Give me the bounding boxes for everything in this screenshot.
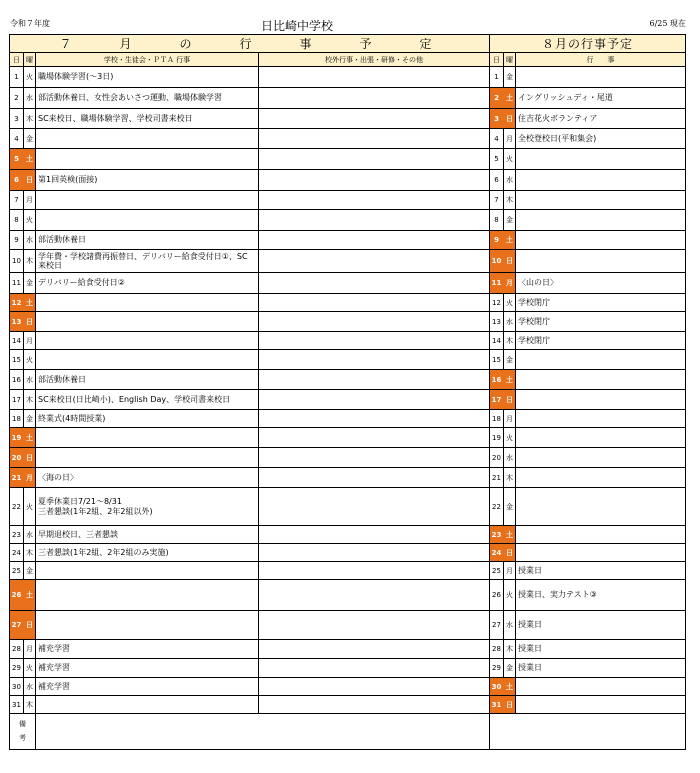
remarks-content (36, 714, 490, 750)
july-external-event (259, 611, 490, 640)
august-day-row (490, 526, 686, 544)
july-day-number: 1 (10, 67, 24, 88)
august-remarks-row (490, 714, 686, 750)
august-weekday: 土 (504, 88, 516, 109)
august-day-number: 1 (490, 67, 504, 88)
july-day-row (10, 88, 490, 109)
july-school-event: 部活動休養日 (36, 231, 259, 250)
july-external-event (259, 109, 490, 129)
july-school-event (36, 350, 259, 370)
july-day-row (10, 350, 490, 370)
july-weekday: 水 (24, 231, 36, 250)
july-external-event (259, 488, 490, 526)
july-day-row (10, 250, 490, 273)
august-event (516, 390, 686, 410)
july-day-row (10, 294, 490, 312)
august-weekday: 土 (504, 526, 516, 544)
july-external-event (259, 67, 490, 88)
august-event (516, 231, 686, 250)
august-event: 授業日、実力テスト③ (516, 580, 686, 611)
july-weekday: 火 (24, 210, 36, 231)
july-external-event (259, 231, 490, 250)
august-event (516, 191, 686, 210)
august-day-row (490, 250, 686, 273)
august-event (516, 468, 686, 488)
august-weekday: 日 (504, 109, 516, 129)
august-event: 学校閉庁 (516, 294, 686, 312)
july-day-row (10, 191, 490, 210)
july-weekday: 火 (24, 659, 36, 678)
july-day-number: 3 (10, 109, 24, 129)
august-event: 授業日 (516, 562, 686, 580)
august-weekday: 水 (504, 611, 516, 640)
august-day-row (490, 332, 686, 350)
august-weekday: 月 (504, 273, 516, 294)
fiscal-year-label: 令和７年度 (10, 19, 50, 28)
august-day-row (490, 410, 686, 428)
july-school-event: SC来校日(日比崎小)、English Day、学校司書来校日 (36, 390, 259, 410)
july-day-row (10, 611, 490, 640)
july-external-event (259, 410, 490, 428)
august-day-number: 19 (490, 428, 504, 448)
august-weekday: 日 (504, 250, 516, 273)
august-weekday: 木 (504, 332, 516, 350)
july-weekday: 金 (24, 273, 36, 294)
august-day-row (490, 448, 686, 468)
august-day-number: 22 (490, 488, 504, 526)
august-event (516, 410, 686, 428)
august-day-number: 9 (490, 231, 504, 250)
august-weekday: 水 (504, 312, 516, 332)
july-weekday: 土 (24, 428, 36, 448)
july-school-event: 夏季休業日7/21～8/31 三者懇談(1年2組、2年2組以外) (36, 488, 259, 526)
august-event (516, 149, 686, 170)
july-school-event (36, 149, 259, 170)
august-day-row (490, 468, 686, 488)
august-weekday: 木 (504, 191, 516, 210)
august-weekday: 木 (504, 468, 516, 488)
july-weekday: 日 (24, 312, 36, 332)
july-day-row (10, 488, 490, 526)
august-day-number: 28 (490, 640, 504, 659)
july-weekday: 日 (24, 448, 36, 468)
august-day-header: 日 (490, 53, 504, 67)
august-day-number: 29 (490, 659, 504, 678)
july-external-event (259, 468, 490, 488)
july-day-number: 29 (10, 659, 24, 678)
august-weekday: 火 (504, 294, 516, 312)
july-external-event (259, 191, 490, 210)
july-external-event (259, 580, 490, 611)
july-external-event (259, 640, 490, 659)
july-day-row (10, 67, 490, 88)
august-day-row (490, 659, 686, 678)
august-event: 学校閉庁 (516, 332, 686, 350)
july-school-event (36, 611, 259, 640)
august-day-row (490, 170, 686, 191)
august-day-row (490, 129, 686, 149)
july-weekday: 月 (24, 640, 36, 659)
august-event: イングリッシュディ・尾道 (516, 88, 686, 109)
july-external-event (259, 696, 490, 714)
august-event (516, 67, 686, 88)
july-schedule-table (9, 34, 490, 750)
august-weekday: 火 (504, 428, 516, 448)
july-weekday: 火 (24, 488, 36, 526)
july-day-number: 23 (10, 526, 24, 544)
july-day-row (10, 170, 490, 191)
july-school-event (36, 580, 259, 611)
august-day-number: 30 (490, 678, 504, 696)
july-external-event (259, 294, 490, 312)
july-day-number: 4 (10, 129, 24, 149)
july-weekday: 金 (24, 562, 36, 580)
july-day-row (10, 526, 490, 544)
july-external-event (259, 250, 490, 273)
july-title: ７月の行事予定 (10, 35, 490, 53)
august-event (516, 250, 686, 273)
august-day-row (490, 611, 686, 640)
august-day-row (490, 88, 686, 109)
july-day-header: 日 (10, 53, 24, 67)
august-weekday: 金 (504, 210, 516, 231)
july-day-number: 8 (10, 210, 24, 231)
august-event (516, 544, 686, 562)
july-day-number: 2 (10, 88, 24, 109)
july-weekday: 土 (24, 294, 36, 312)
august-day-row (490, 312, 686, 332)
july-external-event (259, 312, 490, 332)
july-day-number: 24 (10, 544, 24, 562)
august-day-number: 13 (490, 312, 504, 332)
july-weekday: 木 (24, 696, 36, 714)
august-day-number: 6 (490, 170, 504, 191)
july-school-events-header: 学校・生徒会・ＰＴＡ 行事 (36, 53, 259, 67)
august-title: ８月の行事予定 (490, 35, 686, 53)
july-day-number: 6 (10, 170, 24, 191)
august-day-row (490, 191, 686, 210)
august-event: 全校登校日(平和集会) (516, 129, 686, 149)
july-school-event: SC来校日、職場体験学習、学校司書来校日 (36, 109, 259, 129)
july-day-number: 5 (10, 149, 24, 170)
august-events-header: 行 事 (516, 53, 686, 67)
july-day-number: 28 (10, 640, 24, 659)
august-weekday-header: 曜 (504, 53, 516, 67)
august-day-number: 25 (490, 562, 504, 580)
august-day-number: 2 (490, 88, 504, 109)
august-day-row (490, 294, 686, 312)
july-day-number: 14 (10, 332, 24, 350)
august-weekday: 土 (504, 231, 516, 250)
july-school-event: 部活動休養日、女性会あいさつ運動、職場体験学習 (36, 88, 259, 109)
july-day-row (10, 109, 490, 129)
august-weekday: 木 (504, 640, 516, 659)
july-weekday: 木 (24, 544, 36, 562)
july-external-event (259, 678, 490, 696)
august-day-row (490, 231, 686, 250)
august-weekday: 日 (504, 696, 516, 714)
august-day-row (490, 678, 686, 696)
july-weekday: 月 (24, 468, 36, 488)
august-day-number: 5 (490, 149, 504, 170)
july-external-event (259, 129, 490, 149)
august-day-row (490, 67, 686, 88)
july-day-row (10, 370, 490, 390)
august-weekday: 水 (504, 448, 516, 468)
july-day-number: 22 (10, 488, 24, 526)
august-event: 〈山の日〉 (516, 273, 686, 294)
august-day-number: 18 (490, 410, 504, 428)
august-day-row (490, 109, 686, 129)
july-weekday: 金 (24, 129, 36, 149)
july-day-row (10, 696, 490, 714)
august-day-row (490, 640, 686, 659)
august-day-number: 27 (490, 611, 504, 640)
july-weekday: 木 (24, 250, 36, 273)
august-day-row (490, 580, 686, 611)
july-day-number: 31 (10, 696, 24, 714)
july-day-number: 30 (10, 678, 24, 696)
august-weekday: 火 (504, 580, 516, 611)
august-weekday: 日 (504, 544, 516, 562)
august-weekday: 金 (504, 350, 516, 370)
august-day-number: 3 (490, 109, 504, 129)
august-schedule-table (489, 34, 686, 750)
august-event (516, 448, 686, 468)
july-school-event: 部活動休養日 (36, 370, 259, 390)
july-day-row (10, 231, 490, 250)
july-day-number: 9 (10, 231, 24, 250)
july-weekday: 日 (24, 611, 36, 640)
july-external-event (259, 562, 490, 580)
july-external-events-header: 校外行事・出張・研修・その他 (259, 53, 490, 67)
august-day-row (490, 428, 686, 448)
july-day-row (10, 678, 490, 696)
july-school-event: 補充学習 (36, 678, 259, 696)
august-event (516, 210, 686, 231)
july-day-number: 15 (10, 350, 24, 370)
july-weekday: 月 (24, 332, 36, 350)
august-day-number: 7 (490, 191, 504, 210)
august-day-number: 26 (490, 580, 504, 611)
july-weekday: 水 (24, 678, 36, 696)
july-day-number: 12 (10, 294, 24, 312)
july-day-row (10, 448, 490, 468)
july-external-event (259, 659, 490, 678)
july-day-number: 25 (10, 562, 24, 580)
july-school-event (36, 428, 259, 448)
july-school-event (36, 562, 259, 580)
august-weekday: 月 (504, 410, 516, 428)
july-day-row (10, 410, 490, 428)
august-day-row (490, 488, 686, 526)
august-day-number: 4 (490, 129, 504, 149)
july-school-event: 学年費・学校諸費再振替日、デリバリー給食受付日①、SC 来校日 (36, 250, 259, 273)
july-school-event (36, 210, 259, 231)
july-external-event (259, 170, 490, 191)
august-day-number: 31 (490, 696, 504, 714)
july-day-row (10, 129, 490, 149)
july-day-row (10, 562, 490, 580)
august-day-number: 24 (490, 544, 504, 562)
july-day-number: 13 (10, 312, 24, 332)
july-external-event (259, 273, 490, 294)
july-external-event (259, 149, 490, 170)
july-day-row (10, 390, 490, 410)
july-external-event (259, 428, 490, 448)
august-event: 学校閉庁 (516, 312, 686, 332)
july-school-event (36, 696, 259, 714)
july-school-event: 三者懇談(1年2組、2年2組のみ実施) (36, 544, 259, 562)
august-day-number: 23 (490, 526, 504, 544)
july-day-row (10, 580, 490, 611)
july-day-number: 20 (10, 448, 24, 468)
august-event (516, 370, 686, 390)
july-school-event: 補充学習 (36, 659, 259, 678)
july-day-number: 10 (10, 250, 24, 273)
july-weekday: 水 (24, 370, 36, 390)
august-day-number: 10 (490, 250, 504, 273)
july-school-event: 〈海の日〉 (36, 468, 259, 488)
july-weekday: 火 (24, 350, 36, 370)
july-day-number: 18 (10, 410, 24, 428)
july-weekday: 水 (24, 88, 36, 109)
as-of-date: 6/25 現在 (649, 19, 686, 28)
july-day-number: 11 (10, 273, 24, 294)
august-event: 授業日 (516, 611, 686, 640)
july-school-event: 補充学習 (36, 640, 259, 659)
july-weekday: 日 (24, 170, 36, 191)
july-weekday-header: 曜 (24, 53, 36, 67)
august-weekday: 月 (504, 562, 516, 580)
july-external-event (259, 390, 490, 410)
august-day-number: 14 (490, 332, 504, 350)
august-day-row (490, 544, 686, 562)
july-school-event (36, 191, 259, 210)
july-weekday: 金 (24, 410, 36, 428)
august-event (516, 488, 686, 526)
school-name: 日比崎中学校 (261, 19, 334, 33)
july-external-event (259, 448, 490, 468)
august-event: 住吉花火ボランティア (516, 109, 686, 129)
august-day-row (490, 696, 686, 714)
july-external-event (259, 526, 490, 544)
july-day-number: 17 (10, 390, 24, 410)
july-school-event (36, 312, 259, 332)
august-weekday: 月 (504, 129, 516, 149)
july-school-event (36, 448, 259, 468)
august-weekday: 火 (504, 149, 516, 170)
july-weekday: 火 (24, 67, 36, 88)
july-day-row (10, 273, 490, 294)
august-weekday: 金 (504, 659, 516, 678)
august-day-number: 12 (490, 294, 504, 312)
july-school-event (36, 332, 259, 350)
july-weekday: 土 (24, 580, 36, 611)
august-day-row (490, 350, 686, 370)
august-event (516, 526, 686, 544)
july-external-event (259, 544, 490, 562)
july-day-row (10, 659, 490, 678)
july-day-number: 7 (10, 191, 24, 210)
july-day-row (10, 428, 490, 448)
july-external-event (259, 370, 490, 390)
august-day-row (490, 562, 686, 580)
august-day-number: 20 (490, 448, 504, 468)
july-weekday: 月 (24, 191, 36, 210)
july-day-number: 19 (10, 428, 24, 448)
august-weekday: 金 (504, 67, 516, 88)
remarks-label: 備 考 (10, 714, 36, 750)
july-remarks-row (10, 714, 490, 750)
july-weekday: 水 (24, 526, 36, 544)
july-day-row (10, 332, 490, 350)
august-event: 授業日 (516, 640, 686, 659)
july-school-event (36, 294, 259, 312)
august-event (516, 696, 686, 714)
august-day-row (490, 149, 686, 170)
august-weekday: 金 (504, 488, 516, 526)
july-external-event (259, 210, 490, 231)
july-school-event: 第1回英検(面接) (36, 170, 259, 191)
july-day-row (10, 210, 490, 231)
july-day-number: 16 (10, 370, 24, 390)
august-remarks-content (490, 714, 686, 750)
july-weekday: 土 (24, 149, 36, 170)
july-school-event: 職場体験学習(～3日) (36, 67, 259, 88)
august-day-number: 17 (490, 390, 504, 410)
july-school-event: 終業式(4時間授業) (36, 410, 259, 428)
august-day-row (490, 210, 686, 231)
august-day-number: 21 (490, 468, 504, 488)
july-day-row (10, 468, 490, 488)
august-day-row (490, 370, 686, 390)
july-day-row (10, 640, 490, 659)
august-weekday: 日 (504, 390, 516, 410)
august-weekday: 水 (504, 170, 516, 191)
july-day-row (10, 544, 490, 562)
july-weekday: 木 (24, 390, 36, 410)
august-day-number: 15 (490, 350, 504, 370)
july-day-number: 21 (10, 468, 24, 488)
july-school-event: デリバリー給食受付日② (36, 273, 259, 294)
august-day-row (490, 273, 686, 294)
july-school-event (36, 129, 259, 149)
july-day-number: 27 (10, 611, 24, 640)
august-day-number: 8 (490, 210, 504, 231)
july-school-event: 早期退校日、三者懇談 (36, 526, 259, 544)
august-event: 授業日 (516, 659, 686, 678)
august-event (516, 170, 686, 191)
july-weekday: 木 (24, 109, 36, 129)
august-day-number: 11 (490, 273, 504, 294)
august-event (516, 678, 686, 696)
july-external-event (259, 350, 490, 370)
august-day-number: 16 (490, 370, 504, 390)
july-external-event (259, 88, 490, 109)
august-weekday: 土 (504, 370, 516, 390)
july-day-row (10, 149, 490, 170)
july-external-event (259, 332, 490, 350)
august-day-row (490, 390, 686, 410)
july-day-row (10, 312, 490, 332)
august-event (516, 428, 686, 448)
august-weekday: 土 (504, 678, 516, 696)
july-day-number: 26 (10, 580, 24, 611)
august-event (516, 350, 686, 370)
